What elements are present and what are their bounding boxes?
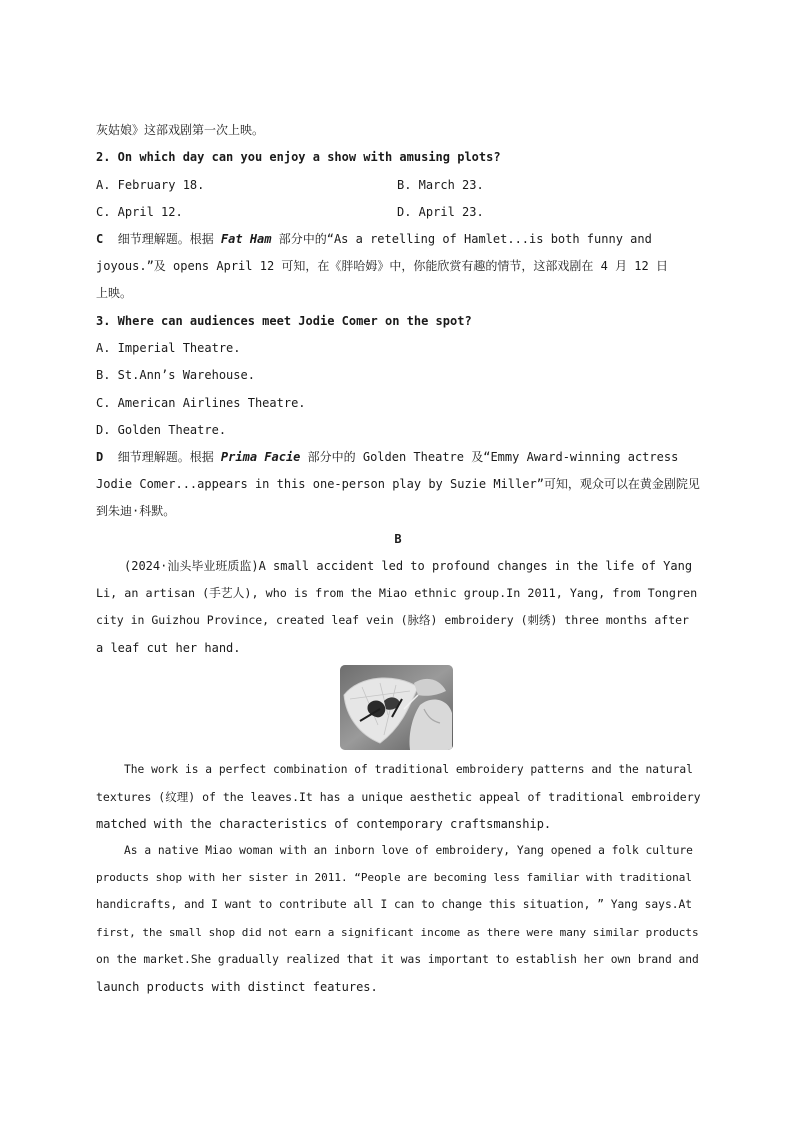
q3-answer-letter: D xyxy=(96,450,104,464)
paragraph-3-line-4: first, the small shop did not earn a significant income as there were many similar products xyxy=(96,926,699,939)
q3-explanation-line-3: 到朱迪·科默。 xyxy=(96,504,176,518)
q2-play-title: Fat Ham xyxy=(220,232,272,246)
paragraph-3-line-5: on the market.She gradually realized that it was important to establish her own brand and xyxy=(96,953,699,966)
q3-play-title: Prima Facie xyxy=(220,450,301,464)
q3-option-c: C. American Airlines Theatre. xyxy=(96,396,306,410)
paragraph-3-line-3: handicrafts, and I want to contribute all I can to change this situation, ” Yang says.At xyxy=(96,898,693,911)
q2-explanation-line-2: joyous.”及 opens April 12 可知，在《胖哈姆》中，你能欣赏有趣的情节，这部戏剧在 4 月 12 日 xyxy=(96,259,668,273)
paragraph-1-line-1: (2024·汕头毕业班质监)A small accident led to profound changes in the life of Yang xyxy=(124,559,693,573)
section-b-heading: B xyxy=(394,532,402,546)
q3-option-d: D. Golden Theatre. xyxy=(96,423,227,437)
question-2: 2. On which day can you enjoy a show with amusing plots? xyxy=(96,150,501,164)
paragraph-1-line-4: a leaf cut her hand. xyxy=(96,641,241,655)
paragraph-2-line-3: matched with the characteristics of contemporary craftsmanship. xyxy=(96,817,552,831)
q2-explanation-line-3: 上映。 xyxy=(96,286,133,300)
paragraph-3-line-2: products shop with her sister in 2011. “People are becoming less familiar with traditional xyxy=(96,871,693,884)
question-3: 3. Where can audiences meet Jodie Comer on the spot? xyxy=(96,314,472,328)
q2-expl-part: 细节理解题。根据 xyxy=(117,232,221,246)
paragraph-1-line-2: Li, an artisan (手艺人), who is from the Miao ethnic group.In 2011, Yang, from Tongren xyxy=(96,586,698,600)
intro-tail-text: 灰姑娘》这部戏剧第一次上映。 xyxy=(96,123,265,137)
leaf-embroidery-photo-icon xyxy=(340,665,453,750)
leaf-embroidery-photo xyxy=(340,665,453,750)
q3-option-a: A. Imperial Theatre. xyxy=(96,341,241,355)
q3-expl-part: 细节理解题。根据 xyxy=(117,450,221,464)
paragraph-2-line-2: textures (纹理) of the leaves.It has a unique aesthetic appeal of traditional embroidery xyxy=(96,790,701,804)
paragraph-3-line-6: launch products with distinct features. xyxy=(96,980,378,994)
q2-explanation-line-1 xyxy=(96,231,700,247)
q3-explanation-line-2: Jodie Comer...appears in this one-person play by Suzie Miller”可知，观众可以在黄金剧院见 xyxy=(96,477,700,491)
q2-option-a: A. February 18. xyxy=(96,178,205,192)
q3-expl-part: 部分中的 Golden Theatre 及“Emmy Award-winning actress xyxy=(300,450,679,464)
q2-option-d: D. April 23. xyxy=(397,205,484,219)
q3-explanation-line-1 xyxy=(96,449,700,465)
paragraph-1-line-3: city in Guizhou Province, created leaf vein (脉络) embroidery (刺绣) three months after xyxy=(96,613,689,627)
paragraph-2-line-1: The work is a perfect combination of traditional embroidery patterns and the natural xyxy=(124,763,693,776)
q2-expl-part: 部分中的“As a retelling of Hamlet...is both funny and xyxy=(271,232,652,246)
q2-option-c: C. April 12. xyxy=(96,205,183,219)
q2-option-b: B. March 23. xyxy=(397,178,484,192)
q2-answer-letter: C xyxy=(96,232,104,246)
paragraph-3-line-1: As a native Miao woman with an inborn love of embroidery, Yang opened a folk culture xyxy=(124,844,693,857)
q3-option-b: B. St.Ann’s Warehouse. xyxy=(96,368,255,382)
